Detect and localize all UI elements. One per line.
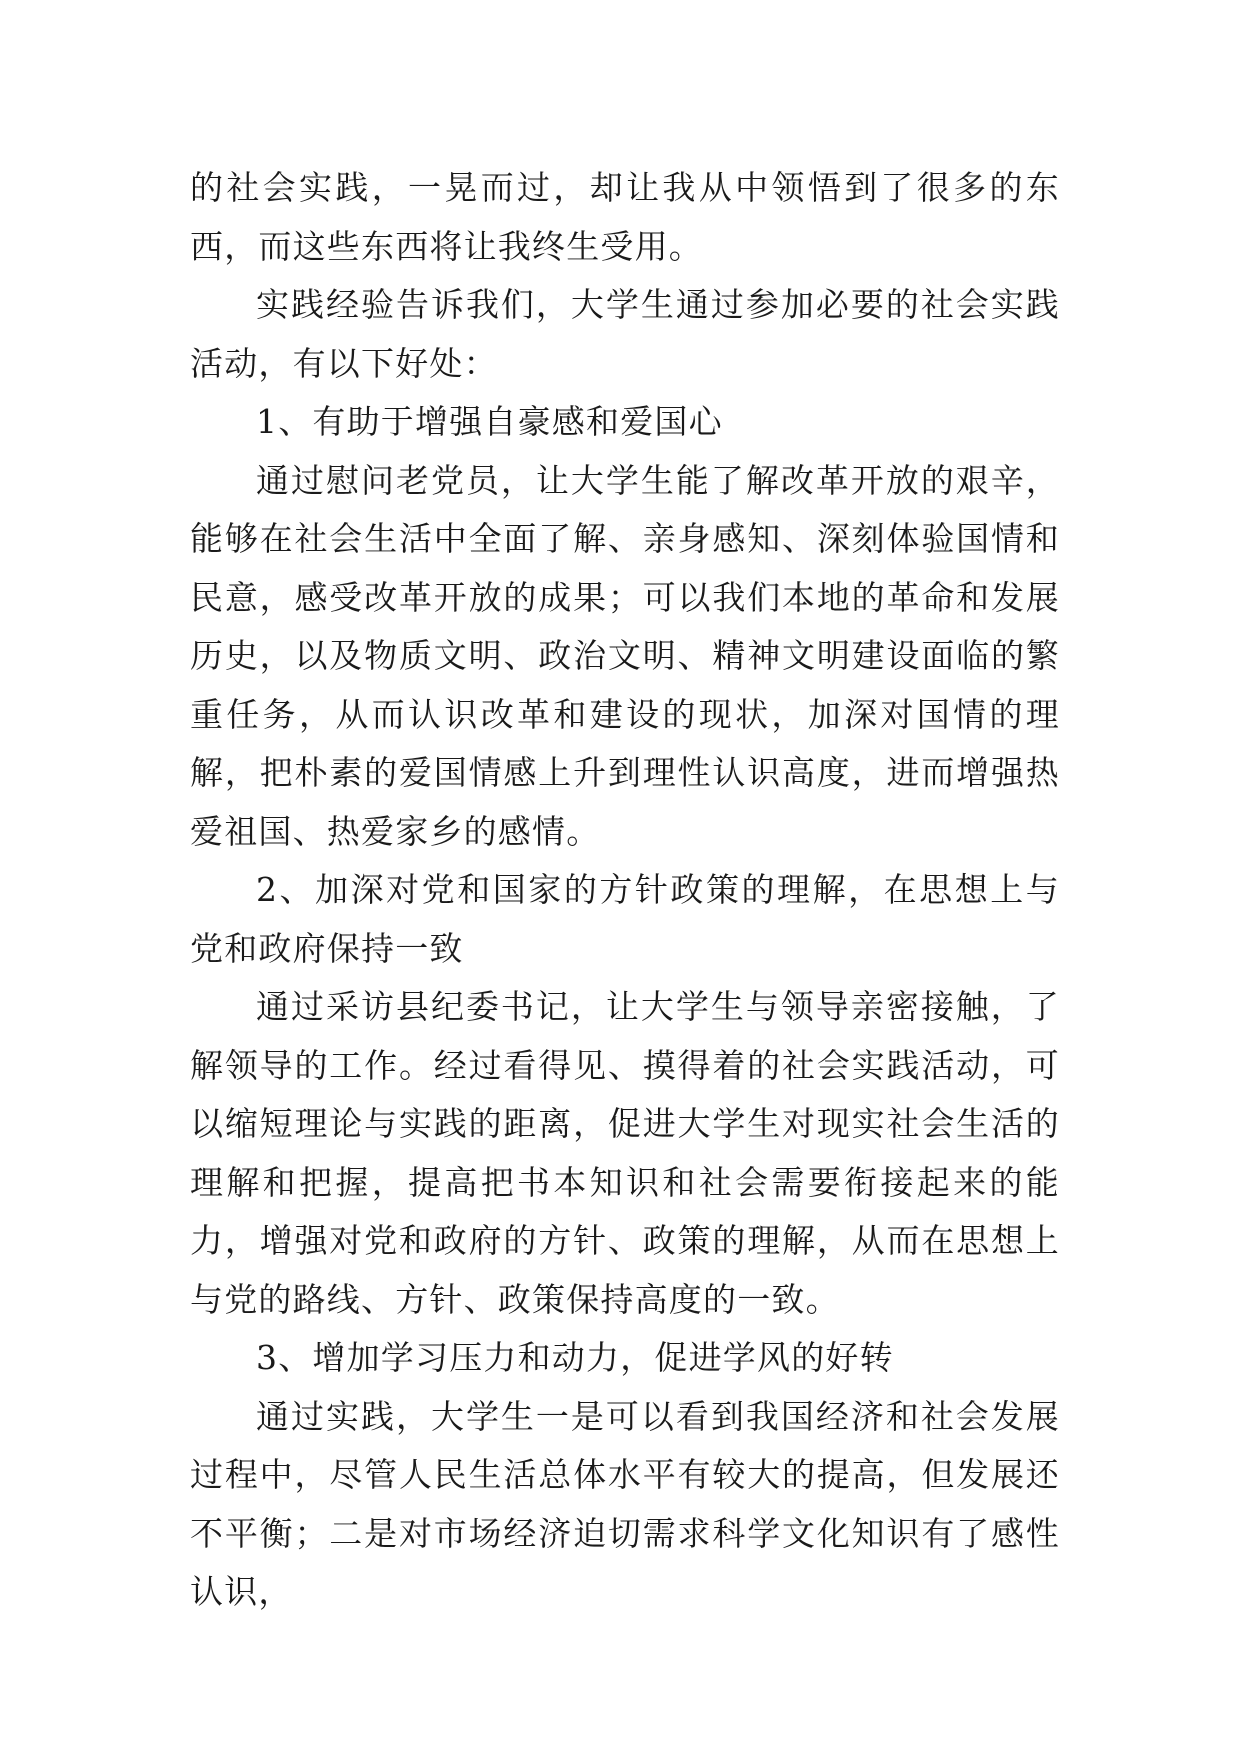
paragraph-intro-continuation: 的社会实践，一晃而过，却让我从中领悟到了很多的东西，而这些东西将让我终生受用。	[190, 168, 1060, 266]
section-heading-2: 2、加深对党和国家的方针政策的理解，在思想上与党和政府保持一致	[190, 870, 1060, 968]
paragraph-section-1-body: 通过慰问老党员，让大学生能了解改革开放的艰辛，能够在社会生活中全面了解、亲身感知、深刻体验国情和民意，感受改革开放的成果；可以我们本地的革命和发展历史，以及物质文明、政治文明、精神文明建设面临的繁重任务，从而认识改革和建设的现状，加深对国情的理解，把朴素的爱国情感上升到理性认识高度，进而增强热爱祖国、热爱家乡的感情。	[190, 460, 1060, 851]
paragraph-section-2-body: 通过采访县纪委书记，让大学生与领导亲密接触，了解领导的工作。经过看得见、摸得着的社会实践活动，可以缩短理论与实践的距离，促进大学生对现实社会生活的理解和把握，提高把书本知识和社会需要衔接起来的能力，增强对党和政府的方针、政策的理解，从而在思想上与党的路线、方针、政策保持高度的一致。	[190, 987, 1060, 1319]
section-heading-1: 1、有助于增强自豪感和爱国心	[256, 402, 723, 441]
document-body	[190, 159, 1060, 1622]
section-heading-3: 3、增加学习压力和动力，促进学风的好转	[256, 1338, 894, 1377]
paragraph-benefits-intro: 实践经验告诉我们，大学生通过参加必要的社会实践活动，有以下好处：	[190, 285, 1060, 383]
paragraph-section-3-body: 通过实践，大学生一是可以看到我国经济和社会发展过程中，尽管人民生活总体水平有较大的提高，但发展还不平衡；二是对市场经济迫切需求科学文化知识有了感性认识，	[190, 1396, 1060, 1611]
